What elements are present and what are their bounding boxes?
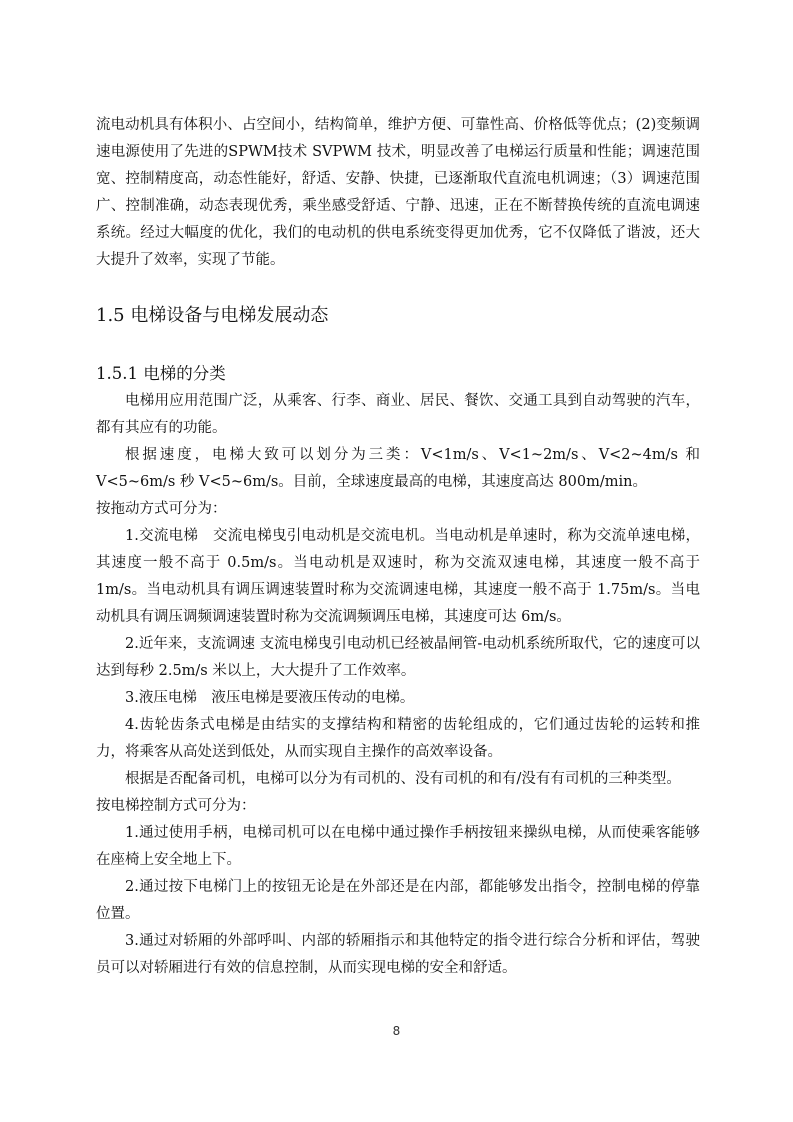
body-paragraph: 按电梯控制方式可分为： xyxy=(96,798,256,814)
section-heading: 1.5 电梯设备与电梯发展动态 xyxy=(96,305,329,326)
body-paragraph: 3.液压电梯 液压电梯是要液压传动的电梯。 xyxy=(125,690,415,706)
body-paragraph: 2.通过按下电梯门上的按钮无论是在外部还是在内部，都能够发出指令，控制电梯的停靠位置。 xyxy=(96,879,700,922)
page-number: 8 xyxy=(392,1024,401,1038)
body-paragraph: 电梯用应用范围广泛，从乘客、行李、商业、居民、餐饮、交通工具到自动驾驶的汽车，都有其应有的功能。 xyxy=(96,393,700,436)
body-paragraph: 1.通过使用手柄，电梯司机可以在电梯中通过操作手柄按钮来操纵电梯，从而使乘客能够在座椅上安全地上下。 xyxy=(96,825,700,868)
body-paragraph: 按拖动方式可分为： xyxy=(96,501,227,517)
intro-paragraph: 流电动机具有体积小、占空间小，结构简单，维护方便、可靠性高、价格低等优点；(2)变频调速电源使用了先进的SPWM技术 SVPWM 技术，明显改善了电梯运行质量和性能；调速范围宽、控制精度高，动态性能好，舒适、安静、快捷，已逐渐取代直流电机调速；（3）调速范围广、控制准确，动态表现优秀，乘坐感受舒适、宁静、迅速，正在不断替换传统的直流电调速系统。经过大幅度的优化，我们的电动机的供电系统变得更加优秀，它不仅降低了谐波，还大大提升了效率，实现了节能。 xyxy=(96,117,700,268)
body-paragraph: 根据速度，电梯大致可以划分为三类：V<1m/s、V<1~2m/s、V<2~4m/s 和 V<5~6m/s 秒 V<5~6m/s。目前，全球速度最高的电梯，其速度高达 800m/min。 xyxy=(96,447,700,490)
body-paragraph: 3.通过对轿厢的外部呼叫、内部的轿厢指示和其他特定的指令进行综合分析和评估，驾驶员可以对轿厢进行有效的信息控制，从而实现电梯的安全和舒适。 xyxy=(96,933,700,976)
body-text xyxy=(96,388,700,982)
body-paragraph: 1.交流电梯 交流电梯曳引电动机是交流电机。当电动机是单速时，称为交流单速电梯，其速度一般不高于 0.5m/s。当电动机是双速时，称为交流双速电梯，其速度一般不高于 1m/s。当电动机具有调压调速装置时称为交流调速电梯，其速度一般不高于 1.75m/s。当电动机具有调压调频调速装置时称为交流调频调压电梯，其速度可达 6m/s。 xyxy=(96,528,700,625)
body-paragraph: 根据是否配备司机，电梯可以分为有司机的、没有司机的和有/没有有司机的三种类型。 xyxy=(125,771,681,787)
subsection-heading: 1.5.1 电梯的分类 xyxy=(96,364,226,383)
document-page xyxy=(96,112,700,982)
body-paragraph: 4.齿轮齿条式电梯是由结实的支撑结构和精密的齿轮组成的，它们通过齿轮的运转和推力，将乘客从高处送到低处，从而实现自主操作的高效率设备。 xyxy=(96,717,700,760)
body-paragraph: 2.近年来，支流调速 支流电梯曳引电动机已经被晶闸管-电动机系统所取代，它的速度可以达到每秒 2.5m/s 米以上，大大提升了工作效率。 xyxy=(96,636,700,679)
